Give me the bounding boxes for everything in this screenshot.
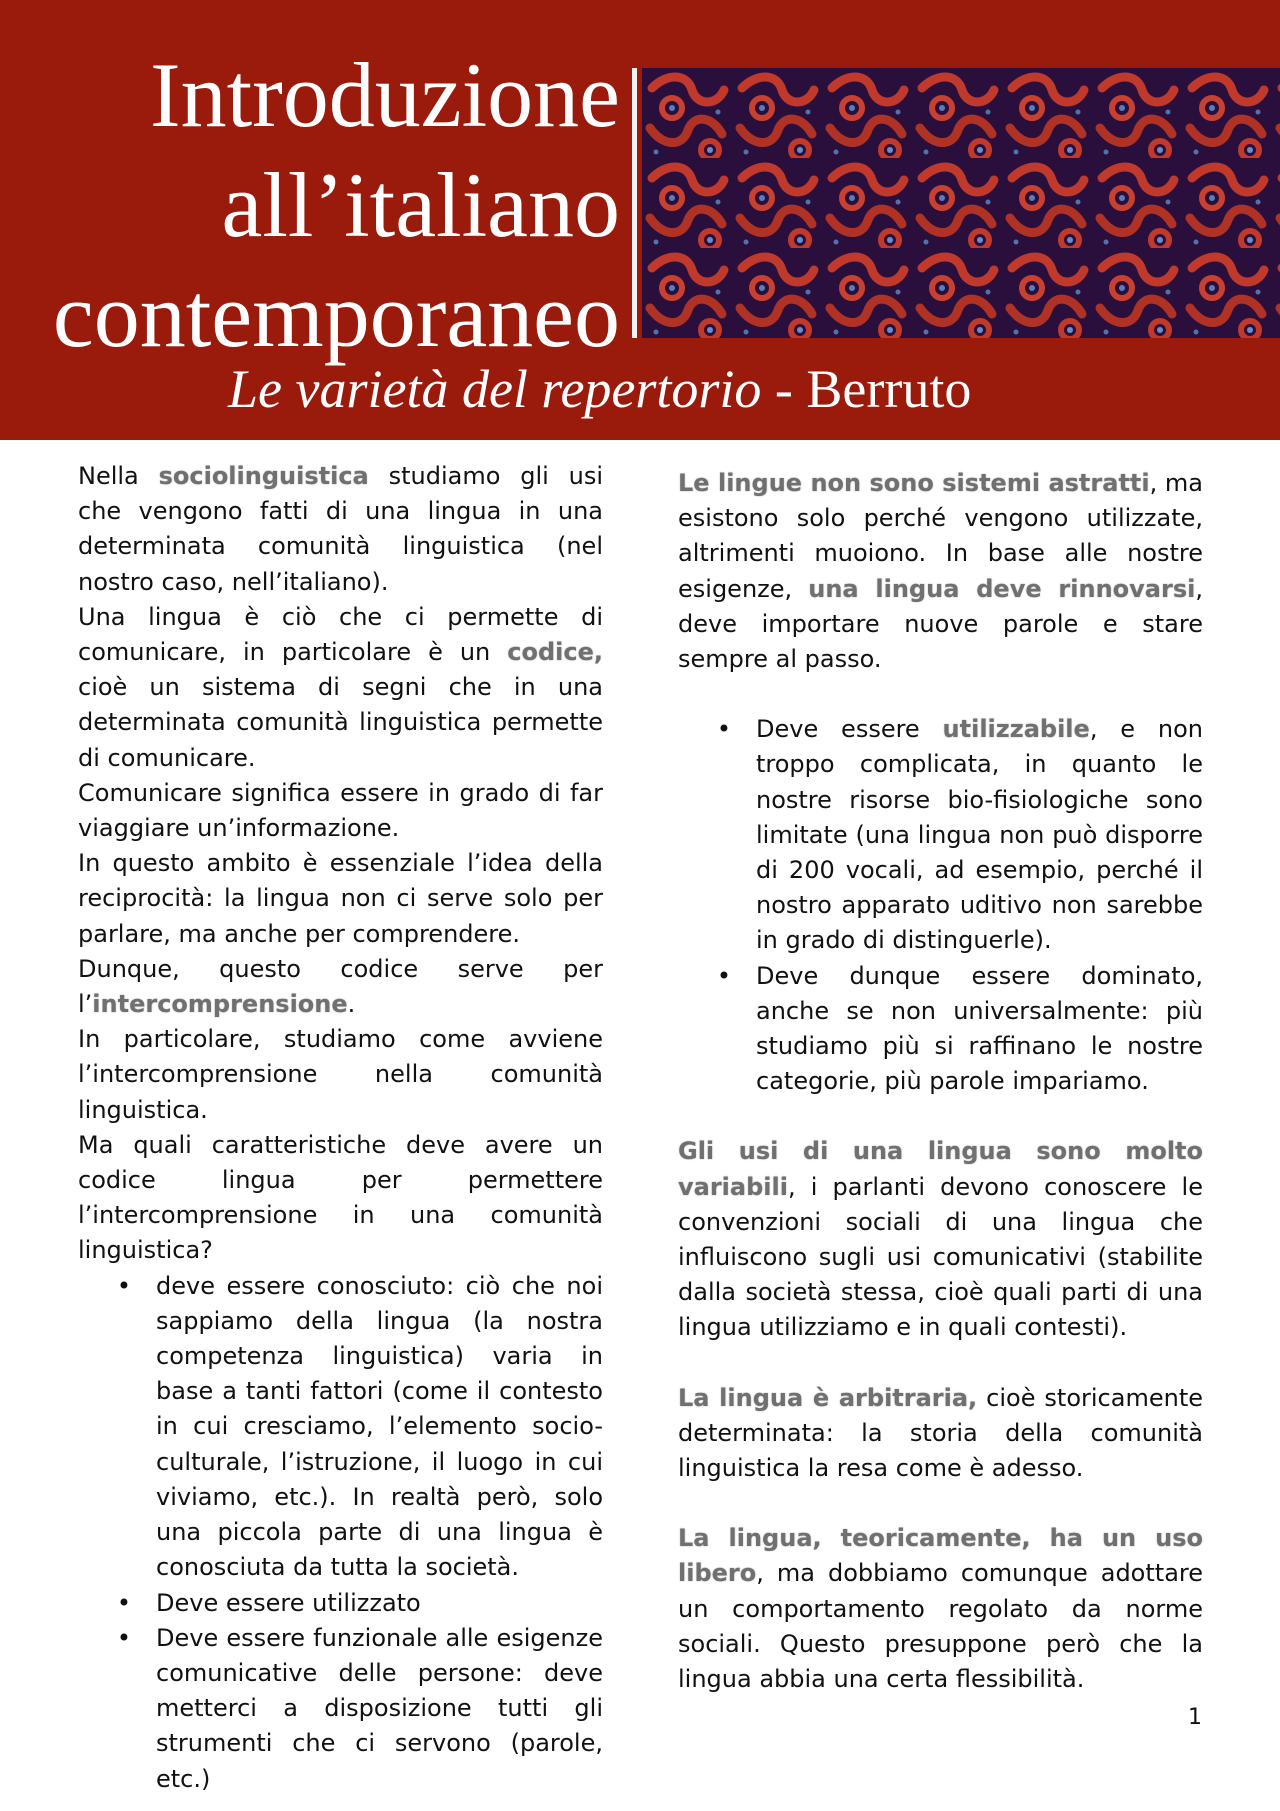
bullet-icon: • <box>716 961 732 990</box>
text-run: , deve importare nuove parole e stare sempre al passo. <box>678 574 1203 674</box>
text-run: , ma esistono solo perché vengono utilizzate, altrimenti muoiono. In base alle nostre esigenze, <box>678 469 1203 603</box>
title-line-2: all’italiano <box>221 154 620 256</box>
right-column <box>678 466 1203 1697</box>
paragraph: In questo ambito è essenziale l’idea della reciprocità: la lingua non ci serve solo per parlare, ma anche per comprendere. <box>78 849 603 948</box>
highlight-term: Gli usi di una lingua sono molto variabili <box>678 1137 1203 1201</box>
title-line-3: contemporaneo <box>52 264 620 366</box>
list-item <box>78 1586 603 1621</box>
highlight-term: sociolinguistica <box>158 462 369 490</box>
highlight-term: Le lingue non sono sistemi astratti <box>678 469 1150 497</box>
text-run: Una lingua è ciò che ci permette di comunicare, in particolare è un <box>78 602 603 667</box>
subtitle <box>228 358 971 420</box>
spacer <box>678 1099 1203 1134</box>
list-item <box>678 959 1203 1100</box>
title-separator <box>632 68 637 338</box>
highlight-term: una lingua deve rinnovarsi <box>808 574 1196 603</box>
paragraph <box>78 952 603 1022</box>
text-run: Dunque, questo codice serve per l’ <box>78 954 603 1019</box>
text-run: cioè un sistema di segni che in una determinata comunità linguistica permette di comunicare. <box>78 673 603 772</box>
paragraph: Ma quali caratteristiche deve avere un codice lingua per permettere l’intercomprensione in una comunità linguistica? <box>78 1130 603 1265</box>
subtitle-italic: Le varietà del repertorio <box>228 359 762 419</box>
paragraph <box>678 466 1203 677</box>
list-item-text: Deve essere funzionale alle esigenze comunicative delle persone: deve metterci a disposizione tutti gli strumenti che ci servono (parole, etc.) <box>156 1623 603 1793</box>
bullet-icon: • <box>116 1271 132 1300</box>
text-run: Nella <box>78 462 159 490</box>
paragraph <box>78 459 603 600</box>
highlight-term: La lingua è arbitraria, <box>678 1383 978 1412</box>
bullet-icon: • <box>716 715 732 744</box>
subtitle-separator: - <box>761 359 807 419</box>
text-run: , i parlanti devono conoscere le convenzioni sociali di una lingua che influiscono sugli usi comunicativi (stabilite dalla società stessa, cioè quali parti di una lingua utilizziamo e in quali contesti). <box>678 1172 1203 1342</box>
paragraph <box>78 600 603 776</box>
highlight-term: La lingua, teoricamente, ha un uso libero <box>678 1524 1203 1588</box>
list-item-text: Deve dunque essere dominato, anche se non universalmente: più studiamo più si raffinano le nostre categorie, più parole impariamo. <box>756 961 1203 1096</box>
text-run: . <box>347 990 356 1019</box>
header-banner <box>0 0 1280 440</box>
list-item <box>78 1621 603 1797</box>
title-line-1: Introduzione <box>149 44 620 146</box>
spacer <box>678 1346 1203 1381</box>
bullet-list <box>678 712 1203 1099</box>
highlight-term: intercomprensione <box>92 990 348 1019</box>
paragraph <box>678 1521 1203 1697</box>
spacer <box>678 677 1203 712</box>
text-run: Deve essere <box>756 715 943 744</box>
list-item-text: Deve essere utilizzato <box>156 1588 421 1617</box>
paragraph: Comunicare significa essere in grado di far viaggiare un’informazione. <box>78 778 603 843</box>
page-title <box>20 40 620 370</box>
text-run: cioè storicamente determinata: la storia della comunità linguistica la resa come è adesso. <box>678 1383 1203 1483</box>
page-number: 1 <box>1188 1705 1202 1730</box>
left-column <box>78 459 603 1797</box>
paragraph <box>678 1134 1203 1345</box>
list-item <box>678 712 1203 958</box>
text-run: , ma dobbiamo comunque adottare un comportamento regolato da norme sociali. Questo presuppone però che la lingua abbia una certa flessibilità. <box>678 1559 1203 1694</box>
paragraph <box>678 1381 1203 1487</box>
paragraph: In particolare, studiamo come avviene l’intercomprensione nella comunità linguistica. <box>78 1025 603 1124</box>
list-item <box>78 1269 603 1586</box>
list-item-text: deve essere conosciuto: ciò che noi sappiamo della lingua (la nostra competenza linguistica) varia in base a tanti fattori (come il contesto in cui cresciamo, l’elemento socio-culturale, l’istruzione, il luogo in cui viviamo, etc.). In realtà però, solo una piccola parte di una lingua è conosciuta da tutta la società. <box>156 1271 603 1582</box>
decorative-pattern-image <box>642 68 1280 338</box>
text-run: studiamo gli usi che vengono fatti di una lingua in una determinata comunità linguistica (nel nostro caso, nell’italiano). <box>78 462 603 596</box>
subtitle-author: Berruto <box>806 359 972 419</box>
bullet-list <box>78 1269 603 1797</box>
highlight-term: codice, <box>507 638 603 667</box>
bullet-icon: • <box>116 1623 132 1652</box>
spacer <box>678 1486 1203 1521</box>
text-run: , e non troppo complicata, in quanto le nostre risorse bio-fisiologiche sono limitate (una lingua non può disporre di 200 vocali, ad esempio, perché il nostro apparato uditivo non sarebbe in grado di distinguerle). <box>756 715 1203 955</box>
highlight-term: utilizzabile <box>942 715 1090 744</box>
bullet-icon: • <box>116 1588 132 1617</box>
